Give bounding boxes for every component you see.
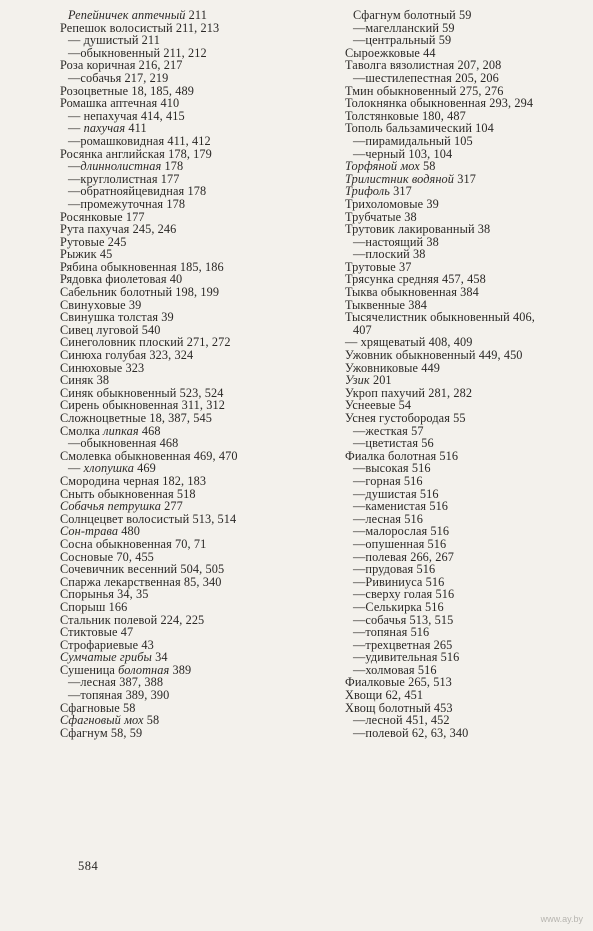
index-entry-text: —шестилепестная 205, 206 (353, 70, 499, 85)
index-entry-text: Трутовые 37 (345, 259, 412, 274)
index-entry-italic-text: Трилистник водяной (345, 171, 455, 186)
index-entry-text: — (68, 461, 84, 476)
index-entry-italic-text: Трифоль (345, 184, 390, 199)
index-entry-text: Свинушка толстая 39 (60, 310, 174, 325)
watermark: www.ay.by (540, 914, 583, 924)
index-entry-text: 407 (353, 322, 372, 337)
index-entry-text: —Ривиниуса 516 (353, 574, 445, 589)
index-entry-text: Ромашка аптечная 410 (60, 96, 180, 111)
index-entry-text: Толокнянка обыкновенная 293, 294 (345, 96, 534, 111)
index-entry-text: Тополь бальзамический 104 (345, 121, 494, 136)
index-entry-text: Тысячелистник обыкновенный 406, (345, 310, 535, 325)
index-entry-text: —полевой 62, 63, 340 (353, 725, 469, 740)
index-entry-text: Репешок волосистый 211, 213 (60, 20, 220, 35)
index-entry-text: —холмовая 516 (353, 662, 437, 677)
index-entry-italic-text: Торфяной мох (345, 159, 420, 174)
index-entry-text: —полевая 266, 267 (353, 549, 455, 564)
index-entry (60, 727, 340, 740)
index-entry-text: —ромашковидная 411, 412 (68, 133, 211, 148)
index-entry-text: Фиалка болотная 516 (345, 448, 459, 463)
index-entry-text: —собачья 217, 219 (68, 70, 169, 85)
index-entry-text: —трехцветная 265 (353, 637, 453, 652)
index-entry-text: Сивец луговой 540 (60, 322, 161, 337)
index-entry-text: —плоский 38 (353, 247, 426, 262)
index-entry-text: —малорослая 516 (353, 524, 450, 539)
index-entry-text: —обыкновенный 211, 212 (68, 45, 207, 60)
index-entry-text: —магелланский 59 (353, 20, 455, 35)
index-entry-text: 389 (169, 662, 192, 677)
index-entry-text: Фиалковые 265, 513 (345, 675, 452, 690)
index-entry-italic-text: пахучая (83, 121, 126, 136)
index-entry-text: 317 (389, 184, 412, 199)
index-entry-text: 211 (185, 8, 207, 22)
index-entry-text: Синяк обыкновенный 523, 524 (60, 385, 224, 400)
index-entry-text: Ужовник обыкновенный 449, 450 (345, 348, 523, 363)
index-entry-text: Спорынья 34, 35 (60, 587, 149, 602)
index-entry-text: —настоящий 38 (353, 234, 439, 249)
index-entry-text: —топяная 516 (353, 625, 430, 640)
index-entry-text: 201 (369, 373, 392, 388)
index-entry-text: Свинуховые 39 (60, 297, 142, 312)
index-entry-text: Уснея густобородая 55 (345, 411, 466, 425)
index-entry-text: — непахучая 414, 415 (68, 108, 185, 123)
index-entry-text: Тыква обыкновенная 384 (345, 285, 479, 300)
index-column-right (345, 9, 593, 739)
index-entry-italic-text: Сумчатые грибы (60, 650, 152, 665)
index-entry-text: — (68, 159, 81, 174)
index-entry-italic-text: Репейничек аптечный (68, 8, 186, 22)
index-entry-text: Трутовик лакированный 38 (345, 222, 491, 237)
index-entry-text: Смолка (60, 423, 104, 438)
index-entry-text: Тыквенные 384 (345, 297, 428, 312)
index-entry (345, 727, 593, 740)
index-entry-text: Росянка английская 178, 179 (60, 146, 212, 161)
index-entry-text: — душистый 211 (68, 33, 160, 48)
index-entry-text: —обыкновенная 468 (68, 436, 179, 451)
index-entry-text: Трясунка средняя 457, 458 (345, 272, 486, 287)
index-entry-text: — хрящеватый 408, 409 (345, 335, 473, 350)
index-entry-text: Росянковые 177 (60, 209, 145, 224)
index-entry-text: Синеголовник плоский 271, 272 (60, 335, 231, 350)
index-entry-text: 317 (454, 171, 476, 186)
index-entry-text: Сушеница (60, 662, 119, 677)
index-entry-text: —каменистая 516 (353, 499, 449, 514)
index-entry-italic-text: Сон-трава (60, 524, 119, 539)
index-entry-text: 58 (419, 159, 436, 174)
index-entry-italic-text: болотная (118, 662, 170, 677)
index-entry-text: Сныть обыкновенная 518 (60, 486, 196, 501)
index-entry-text: Синюховые 323 (60, 360, 145, 375)
index-entry-italic-text: хлопушка (83, 461, 134, 476)
index-entry-text: Рябина обыкновенная 185, 186 (60, 259, 224, 274)
index-entry-italic-text: Узик (345, 373, 370, 388)
index-entry-text: Сложноцветные 18, 387, 545 (60, 411, 213, 425)
index-entry-text: 469 (133, 461, 156, 476)
index-entry-text: Укроп пахучий 281, 282 (345, 385, 473, 400)
index-entry-text: Стальник полевой 224, 225 (60, 612, 205, 627)
index-entry-italic-text: Собачья петрушка (60, 499, 161, 514)
index-entry-text: —прудовая 516 (353, 562, 436, 577)
index-entry-text: Синюха голубая 323, 324 (60, 348, 194, 363)
index-entry-text: 468 (138, 423, 161, 438)
index-entry-text: —обратнояйцевидная 178 (68, 184, 207, 199)
index-entry-text: 34 (151, 650, 168, 665)
index-entry-text: Хвощ болотный 453 (345, 700, 453, 715)
index-entry-text: Строфариевые 43 (60, 637, 154, 652)
index-entry-text: Тмин обыкновенный 275, 276 (345, 83, 504, 98)
index-entry-text: Сирень обыкновенная 311, 312 (60, 398, 225, 413)
index-entry-text: —черный 103, 104 (353, 146, 453, 161)
index-entry-italic-text: липкая (103, 423, 139, 438)
page-number: 584 (78, 859, 99, 873)
index-entry-text: Таволга вязолистная 207, 208 (345, 58, 502, 73)
index-entry-text: —душистая 516 (353, 486, 439, 501)
index-entry-text: Смолевка обыкновенная 469, 470 (60, 448, 238, 463)
index-entry-text: Толстянковые 180, 487 (345, 108, 466, 123)
index-entry-text: —жесткая 57 (353, 423, 424, 438)
index-entry-text: Ужовниковые 449 (345, 360, 440, 375)
index-entry-text: Роза коричная 216, 217 (60, 58, 183, 73)
index-entry-text: —опушенная 516 (353, 536, 447, 551)
index-entry-text: —лесная 387, 388 (68, 675, 164, 690)
index-entry-text: —пирамидальный 105 (353, 133, 473, 148)
index-entry-text: Спорыш 166 (60, 599, 128, 614)
index-entry-text: Спаржа лекарственная 85, 340 (60, 574, 222, 589)
index-entry-text: 178 (161, 159, 184, 174)
index-entry-text: Сосновые 70, 455 (60, 549, 154, 564)
index-entry-text: Сфагнум 58, 59 (60, 725, 143, 740)
index-entry-text: Хвощи 62, 451 (345, 688, 424, 703)
index-entry-text: Сосна обыкновенная 70, 71 (60, 536, 207, 551)
index-entry-text: 277 (160, 499, 183, 514)
index-entry-text: —горная 516 (353, 473, 423, 488)
index-entry-text: —лесная 516 (353, 511, 423, 526)
index-entry-text: Трихоломовые 39 (345, 196, 439, 211)
index-entry-text: —собачья 513, 515 (353, 612, 454, 627)
index-entry-text: Смородина черная 182, 183 (60, 473, 207, 488)
index-entry-text: —Селькирка 516 (353, 599, 444, 614)
index-entry-text: Трубчатые 38 (345, 209, 417, 224)
index-entry-italic-text: Сфагновый мох (60, 713, 144, 728)
index-entry-text: —центральный 59 (353, 33, 452, 48)
index-entry-text: — (68, 121, 84, 136)
index-entry-text: Рядовка фиолетовая 40 (60, 272, 183, 287)
index-entry-text: Сыроежковые 44 (345, 45, 436, 60)
index-entry-text: Солнцецвет волосистый 513, 514 (60, 511, 237, 526)
index-entry-text: Сочевичник весенний 504, 505 (60, 562, 225, 577)
index-entry-text: —высокая 516 (353, 461, 431, 476)
index-entry-text: 58 (143, 713, 160, 728)
index-entry-text: —лесной 451, 452 (353, 713, 450, 728)
index-entry-text: Стиктовые 47 (60, 625, 134, 640)
index-entry-text: —круглолистная 177 (68, 171, 180, 186)
index-entry (345, 311, 593, 324)
index-entry-text: Рутовые 245 (60, 234, 127, 249)
index-entry-text: —топяная 389, 390 (68, 688, 170, 703)
index-entry-text: —сверху голая 516 (353, 587, 455, 602)
index-entry-text: Сфагновые 58 (60, 700, 136, 715)
index-entry-text: Рута пахучая 245, 246 (60, 222, 177, 237)
index-entry-text: Розоцветные 18, 185, 489 (60, 83, 195, 98)
index-entry-text: —цветистая 56 (353, 436, 434, 451)
index-entry-text: Синяк 38 (60, 373, 110, 388)
index-entry-text: 480 (118, 524, 141, 539)
index-entry-text: 411 (125, 121, 147, 136)
index-entry-text: —промежуточная 178 (68, 196, 186, 211)
index-entry-text: —удивительная 516 (353, 650, 460, 665)
index-entry-text: Сабельник болотный 198, 199 (60, 285, 220, 300)
index-entry-text: Сфагнум болотный 59 (353, 8, 472, 22)
index-entry-italic-text: длиннолистная (80, 159, 162, 174)
index-entry-text: Уснеевые 54 (345, 398, 412, 413)
index-entry-text: Рыжик 45 (60, 247, 113, 262)
index-column-left (60, 9, 340, 739)
